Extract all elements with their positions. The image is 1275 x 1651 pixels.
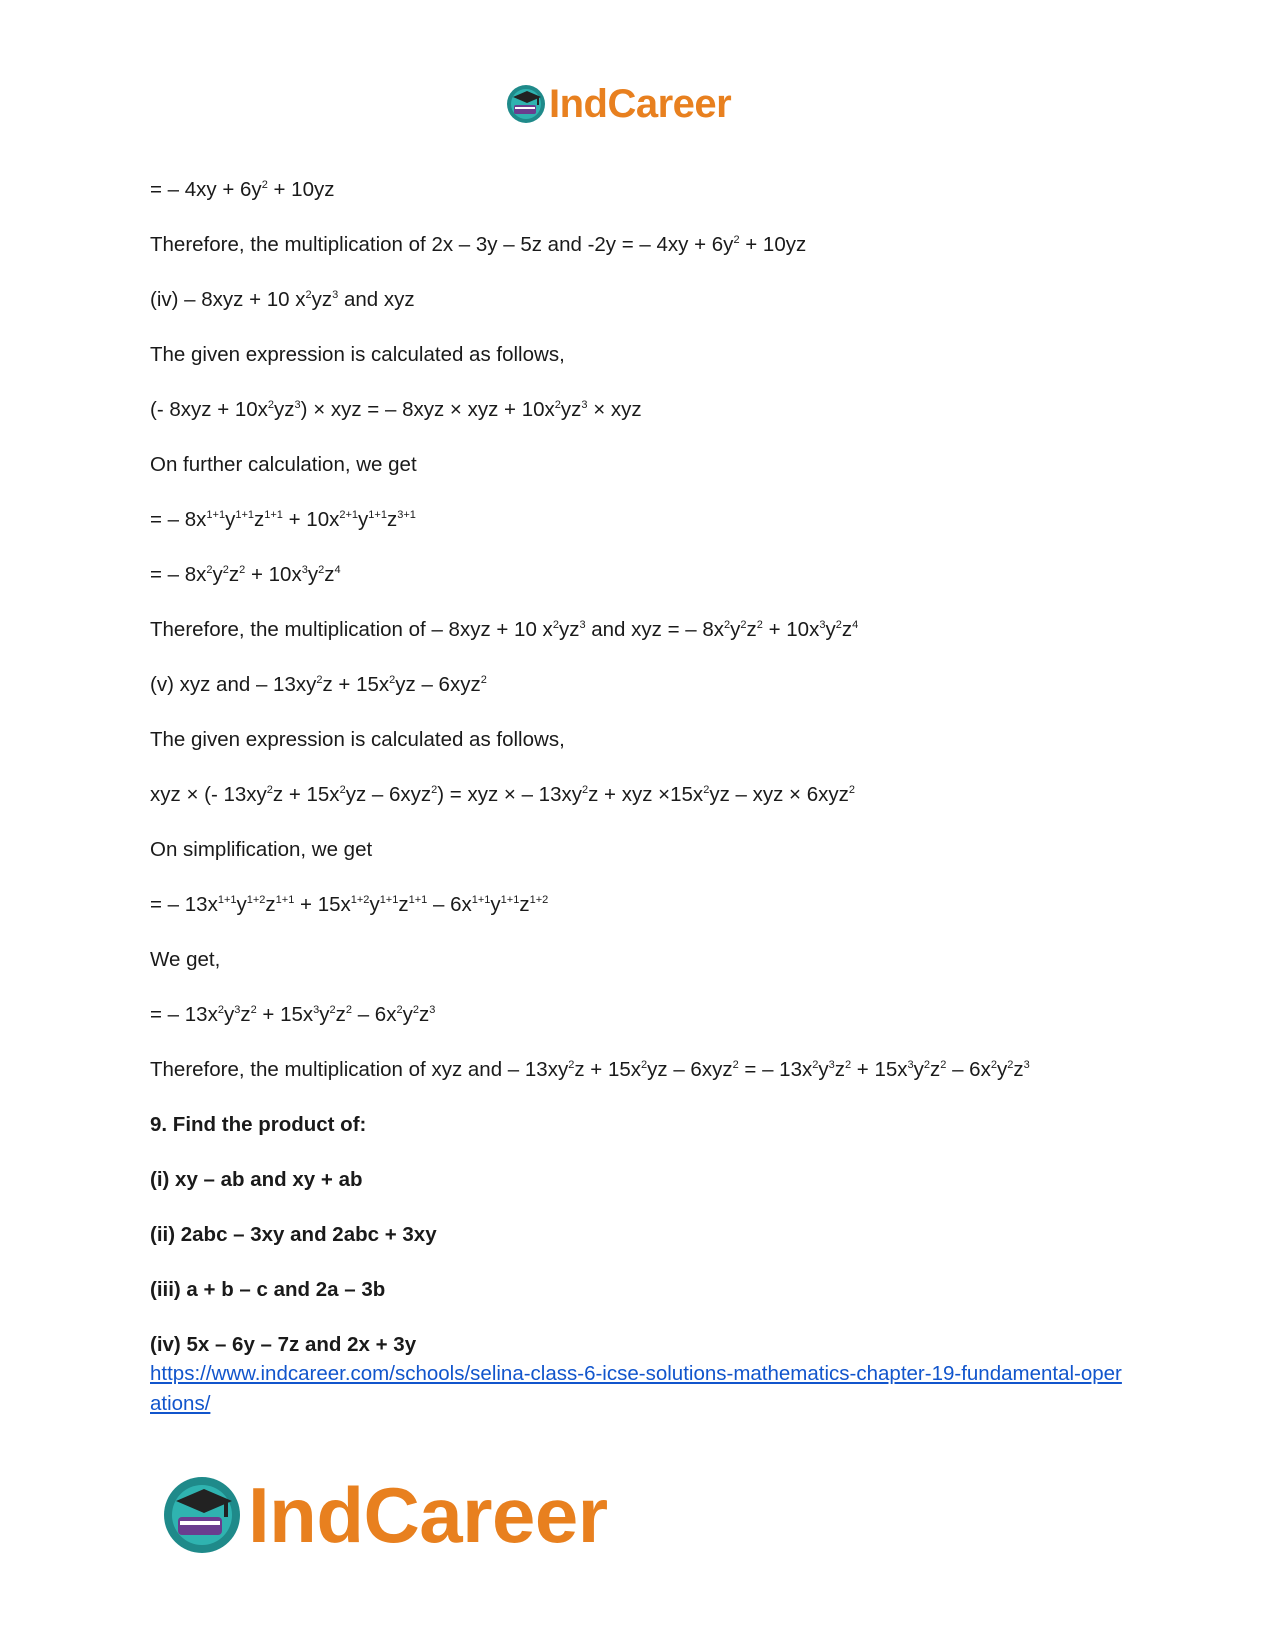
- solution-line: = – $8x^2y^2z^2 + 10x^3y^2z^4$: [150, 563, 341, 586]
- source-link[interactable]: https://www.indcareer.com/schools/selina-class-6-icse-solutions-mathematics-chapter-19-fundamental-operations/: [150, 1362, 1122, 1415]
- question-line: (iii) a + b – c and 2a – 3b: [150, 1278, 386, 1301]
- header-logo-text: IndCareer: [549, 81, 732, 126]
- solution-line: = – $4xy + 6y^2 + 10yz$: [150, 178, 335, 201]
- solution-line: (iv) – 8xyz + 10 $x^2yz^3$ and xyz: [150, 288, 415, 311]
- solution-line: xyz × (- $13xy^2z + 15x^2yz - 6xyz^2$) = xyz × – $13xy^2z$ + xyz $\times 15x^2yz$ – xyz × 6xyz$^2$: [150, 783, 855, 806]
- question-line: 9. Find the product of:: [150, 1113, 367, 1136]
- solution-line: Therefore, the multiplication of 2x – 3y – 5z and -2y = – $4xy + 6y^2 + 10yz$: [150, 233, 807, 256]
- solution-line: On simplification, we get: [150, 838, 373, 861]
- solution-line: Therefore, the multiplication of xyz and – $13xy^2z + 15x^2yz - 6xyz^2$ = – $13x^2y^3z^2 + 15x^3y^2z^2 - 6x^2y^2z^3$: [150, 1058, 1030, 1081]
- solution-line: The given expression is calculated as follows,: [150, 343, 565, 366]
- question-line: (iv) 5x – 6y – 7z and 2x + 3y: [150, 1333, 417, 1356]
- graduation-cap-book-icon: [160, 1473, 244, 1557]
- solution-line: = – $13x^2y^3z^2 + 15x^3y^2z^2 - 6x^2y^2z^3$: [150, 1003, 436, 1026]
- solution-line: We get,: [150, 948, 221, 971]
- footer-logo: [160, 1470, 608, 1560]
- question-line: (i) xy – ab and xy + ab: [150, 1168, 363, 1191]
- header-logo: [505, 80, 731, 128]
- solution-line: (- $8xyz + 10x^2yz^3$) × xyz = – 8xyz × xyz + $10x^2yz^3$ × xyz: [150, 398, 642, 421]
- solution-line: (v) xyz and – $13xy^2z + 15x^2yz - 6xyz^2$: [150, 673, 487, 696]
- question-line: (ii) 2abc – 3xy and 2abc + 3xy: [150, 1223, 437, 1246]
- document-body: [150, 176, 1125, 1419]
- solution-line: On further calculation, we get: [150, 453, 417, 476]
- solution-line: The given expression is calculated as follows,: [150, 728, 565, 751]
- solution-line: = – $8x^{1+1}y^{1+1}z^{1+1} + 10x^{2+1}y^{1+1}z^{3+1}$: [150, 508, 416, 531]
- footer-logo-text: IndCareer: [248, 1470, 608, 1559]
- graduation-cap-book-icon: [505, 83, 547, 125]
- solution-line: Therefore, the multiplication of – 8xyz + 10 $x^2yz^3$ and xyz = – $8x^2y^2z^2 + 10x^3y^2z^4$: [150, 618, 859, 641]
- solution-line: = – $13x^{1+1}y^{1+2}z^{1+1} + 15x^{1+2}y^{1+1}z^{1+1} - 6x^{1+1}y^{1+1}z^{1+2}$: [150, 893, 549, 916]
